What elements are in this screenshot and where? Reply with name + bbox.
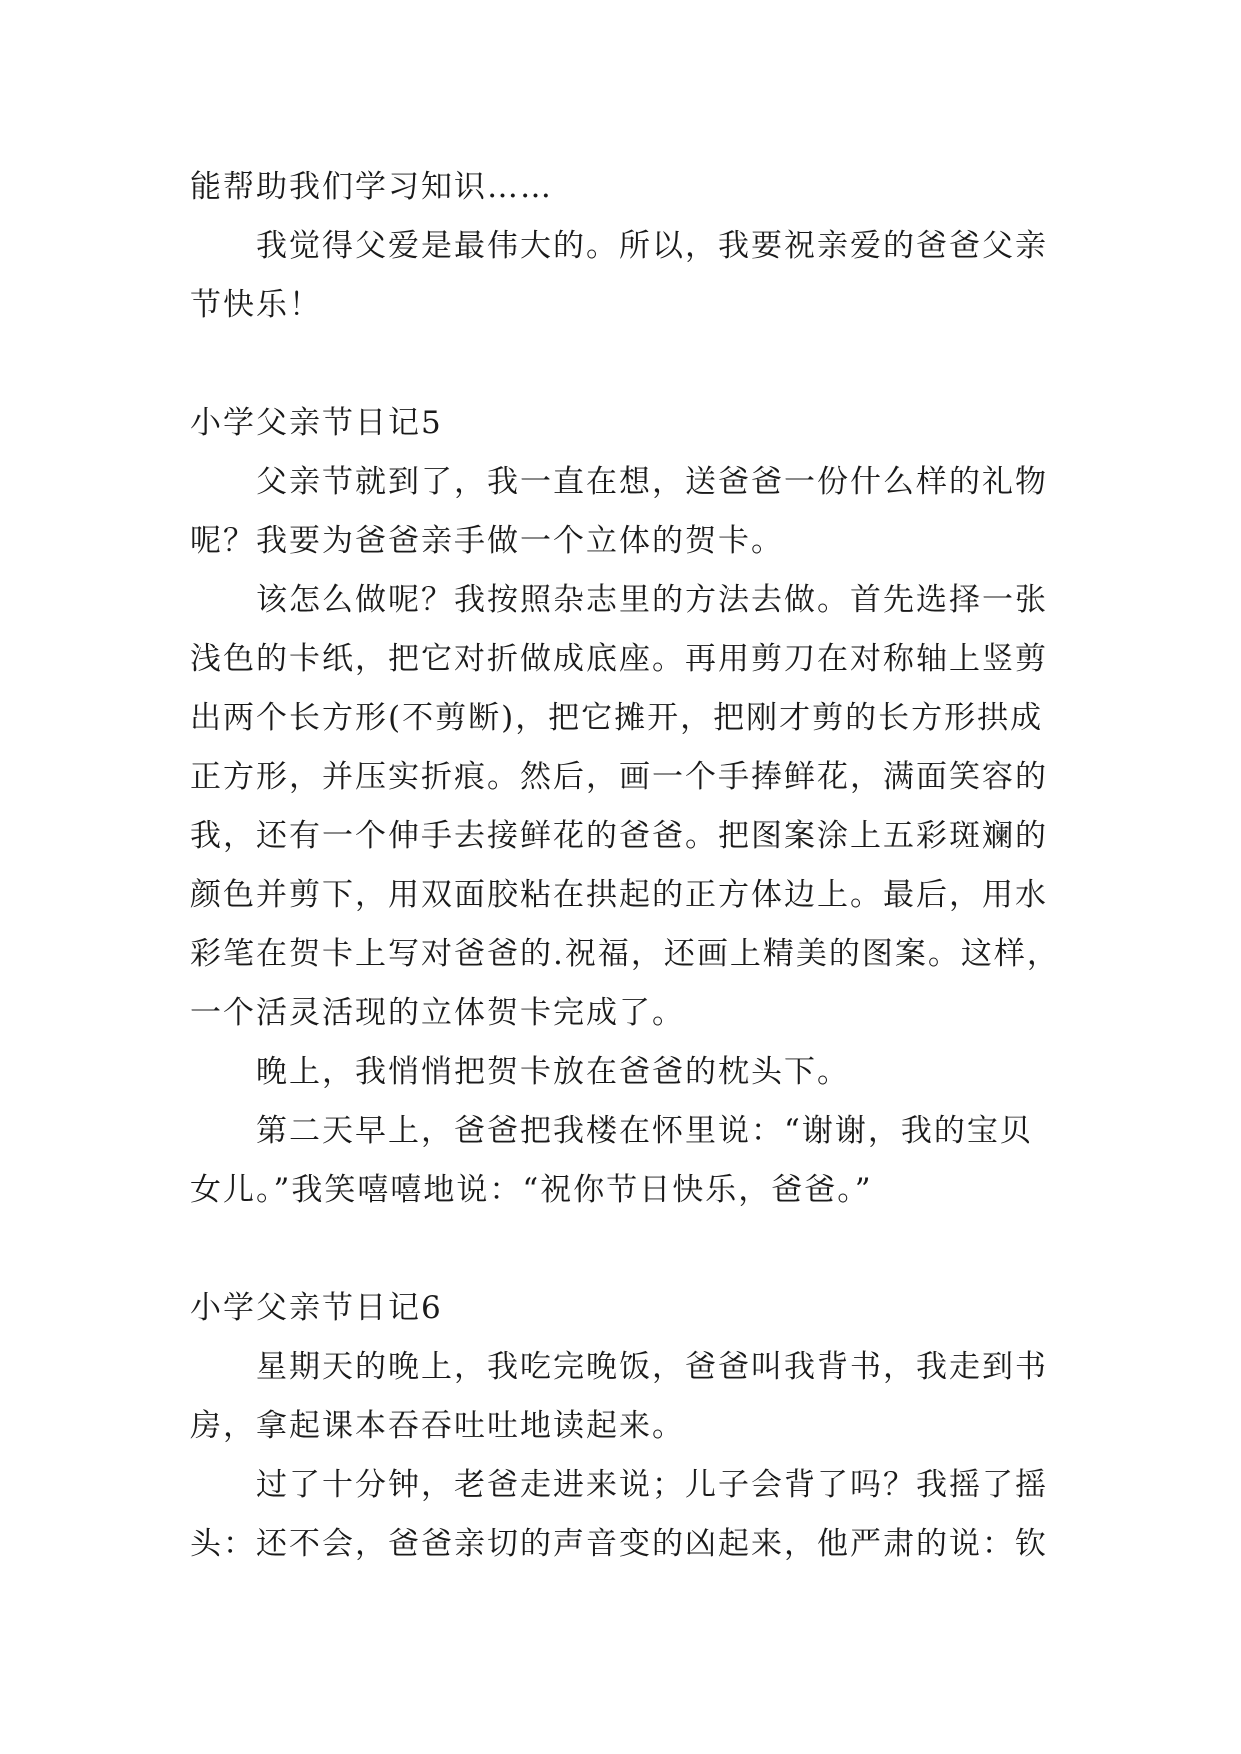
text-line: 颜色并剪下，用双面胶粘在拱起的正方体边上。最后，用水 <box>190 877 1048 913</box>
text-line: 节快乐！ <box>190 287 322 323</box>
text-line: 头：还不会，爸爸亲切的声音变的凶起来，他严肃的说：钦 <box>190 1526 1048 1562</box>
text-line: 过了十分钟，老爸走进来说；儿子会背了吗？我摇了摇 <box>256 1467 1048 1503</box>
text-line: 该怎么做呢？我按照杂志里的方法去做。首先选择一张 <box>256 582 1048 618</box>
text-line: 我，还有一个伸手去接鲜花的爸爸。把图案涂上五彩斑斓的 <box>190 818 1048 854</box>
document-page <box>190 158 1060 1574</box>
text-line: 房，拿起课本吞吞吐吐地读起来。 <box>190 1408 685 1444</box>
text-line: 我觉得父爱是最伟大的。所以，我要祝亲爱的爸爸父亲 <box>256 228 1048 264</box>
text-line: 浅色的卡纸，把它对折做成底座。再用剪刀在对称轴上竖剪 <box>190 641 1048 677</box>
text-line: 星期天的晚上，我吃完晚饭，爸爸叫我背书，我走到书 <box>256 1349 1048 1385</box>
section-title-6: 小学父亲节日记6 <box>190 1290 443 1326</box>
text-line: 出两个长方形(不剪断)，把它摊开，把刚才剪的长方形拱成 <box>190 700 1044 736</box>
text-line: 能帮助我们学习知识…… <box>190 169 553 205</box>
text-line: 父亲节就到了，我一直在想，送爸爸一份什么样的礼物 <box>256 464 1048 500</box>
text-line: 第二天早上，爸爸把我楼在怀里说：“谢谢，我的宝贝 <box>256 1113 1033 1149</box>
section-gap <box>190 335 1060 394</box>
text-line: 正方形，并压实折痕。然后，画一个手捧鲜花，满面笑容的 <box>190 759 1048 795</box>
text-line: 彩笔在贺卡上写对爸爸的.祝福，还画上精美的图案。这样， <box>190 936 1060 972</box>
section-title-5: 小学父亲节日记5 <box>190 405 443 441</box>
section-gap <box>190 1220 1060 1279</box>
text-line: 一个活灵活现的立体贺卡完成了。 <box>190 995 685 1031</box>
text-line: 晚上，我悄悄把贺卡放在爸爸的枕头下。 <box>256 1054 850 1090</box>
text-line: 女儿。”我笑嘻嘻地说：“祝你节日快乐，爸爸。” <box>190 1172 873 1208</box>
text-line: 呢？我要为爸爸亲手做一个立体的贺卡。 <box>190 523 784 559</box>
